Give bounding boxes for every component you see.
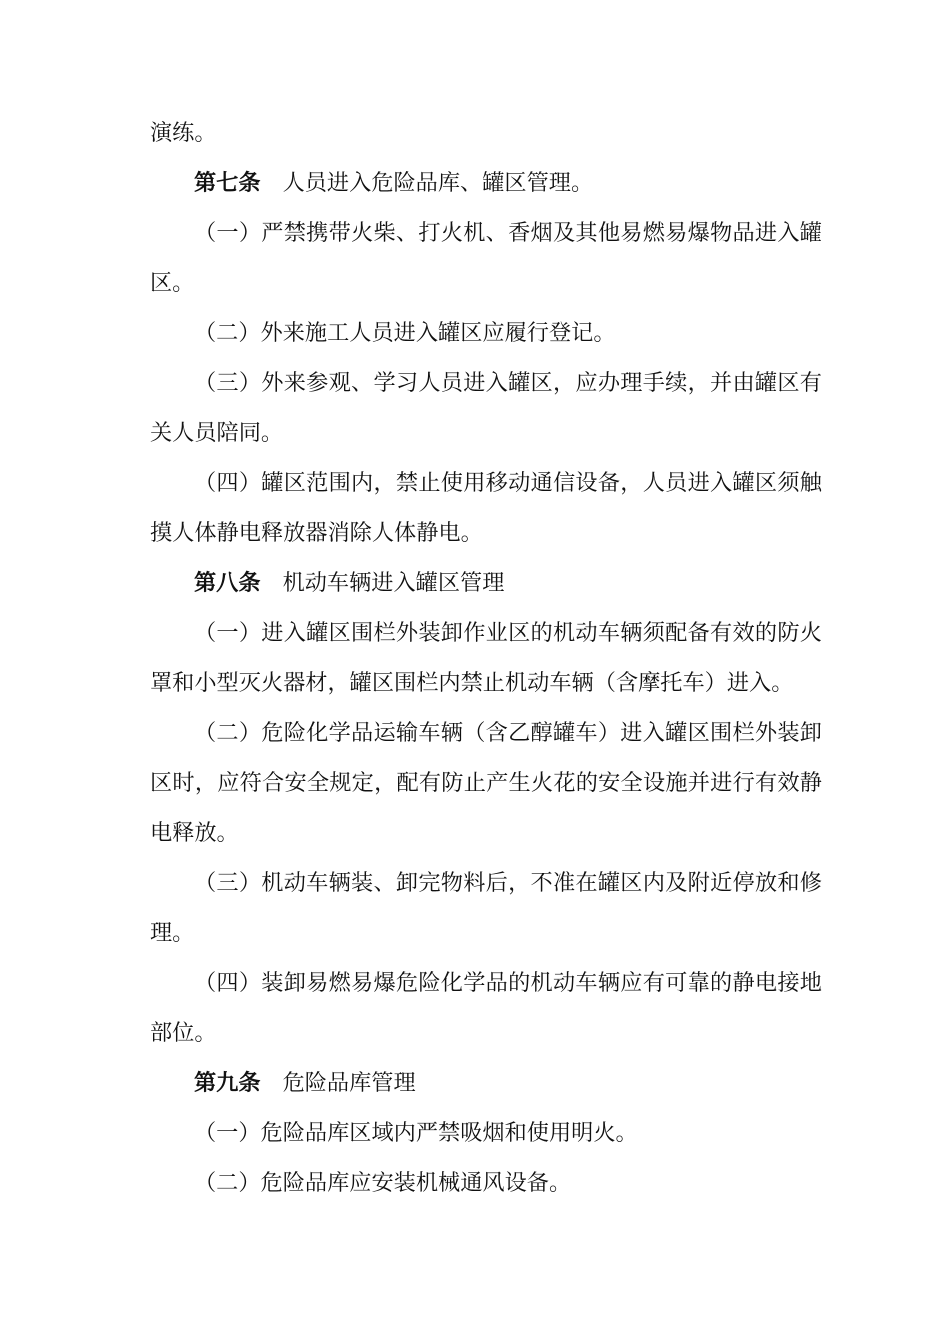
- clause-7-1: （一）严禁携带火柴、打火机、香烟及其他易燃易爆物品进入罐区。: [150, 220, 822, 296]
- article-7-heading: [150, 158, 822, 208]
- paragraph-continuation: 演练。: [150, 120, 217, 146]
- clause-8-3: （三）机动车辆装、卸完物料后，不准在罐区内及附近停放和修理。: [150, 870, 822, 946]
- article-title: 机动车辆进入罐区管理: [282, 570, 505, 596]
- article-number: 第九条: [194, 1070, 261, 1096]
- clause-8-4: （四）装卸易燃易爆危险化学品的机动车辆应有可靠的静电接地部位。: [150, 970, 822, 1046]
- clause-7-2: （二）外来施工人员进入罐区应履行登记。: [194, 320, 616, 346]
- clause-9-1: （一）危险品库区域内严禁吸烟和使用明火。: [194, 1120, 638, 1146]
- article-title: 人员进入危险品库、罐区管理。: [282, 170, 594, 196]
- clause-7-4: （四）罐区范围内，禁止使用移动通信设备，人员进入罐区须触摸人体静电释放器消除人体静电。: [150, 470, 822, 546]
- clause-9-2: （二）危险品库应安装机械通风设备。: [194, 1170, 572, 1196]
- article-8-heading: [150, 558, 822, 608]
- article-number: 第八条: [194, 570, 261, 596]
- document-page: [150, 108, 822, 1208]
- clause-8-1: （一）进入罐区围栏外装卸作业区的机动车辆须配备有效的防火罩和小型灭火器材，罐区围栏内禁止机动车辆（含摩托车）进入。: [150, 620, 822, 696]
- article-number: 第七条: [194, 170, 261, 196]
- article-title: 危险品库管理: [282, 1070, 416, 1096]
- clause-7-3: （三）外来参观、学习人员进入罐区，应办理手续，并由罐区有关人员陪同。: [150, 370, 822, 446]
- clause-8-2: （二）危险化学品运输车辆（含乙醇罐车）进入罐区围栏外装卸区时，应符合安全规定，配有防止产生火花的安全设施并进行有效静电释放。: [150, 720, 822, 846]
- article-9-heading: [150, 1058, 822, 1108]
